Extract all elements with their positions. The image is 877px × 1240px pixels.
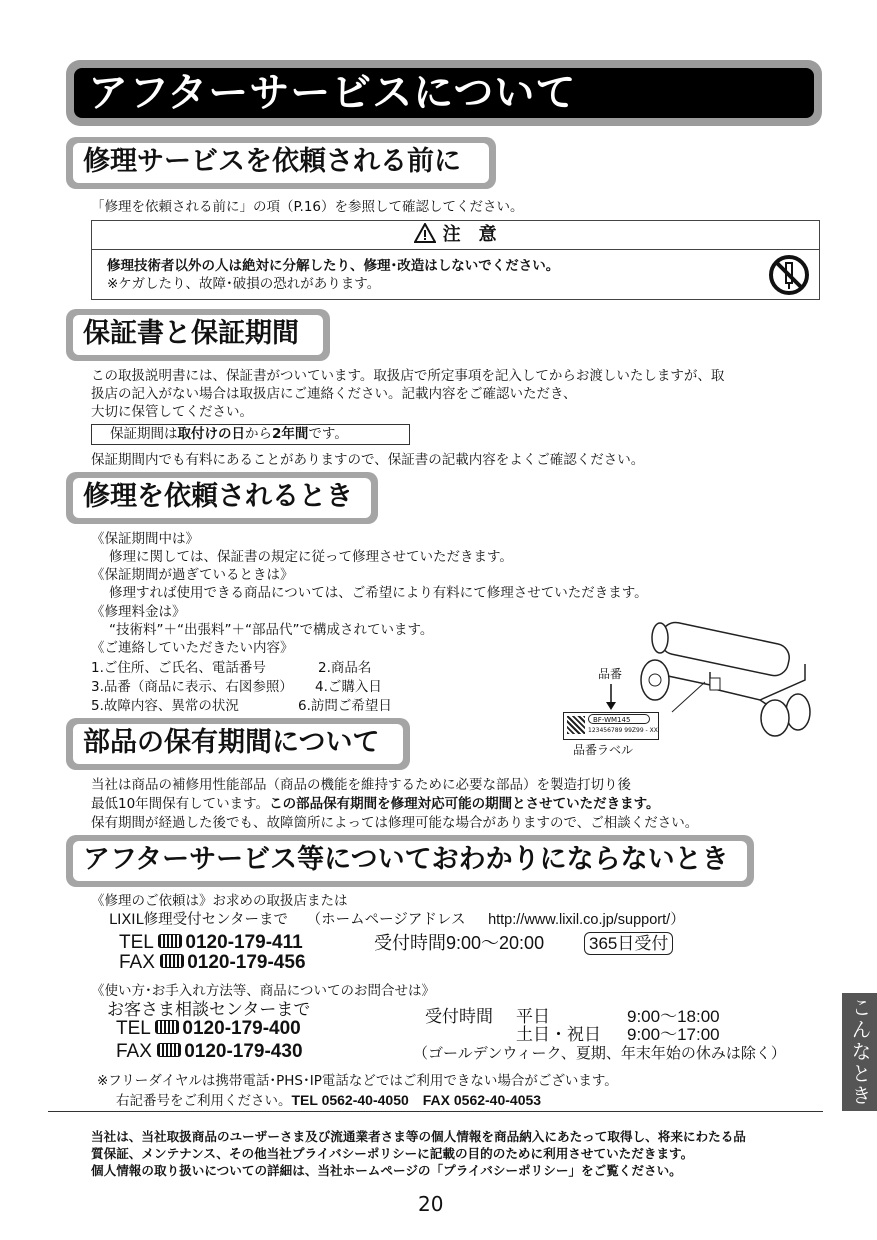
contact-line: 《修理のご依頼は》お求めの取扱店または xyxy=(91,893,348,909)
page-number: 20 xyxy=(418,1192,444,1216)
caution-line-2: ※ケガしたり、故障･破損の恐れがあります。 xyxy=(107,276,381,292)
fax-label: FAX xyxy=(119,952,155,973)
contact-item: 6.訪問ご希望日 xyxy=(298,698,392,714)
privacy-line-3: 個人情報の取り扱いについての詳細は、当社ホームページの「プライバシーポリシー」をご覧ください。 xyxy=(91,1163,682,1178)
homepage-label: （ホームページアドレス xyxy=(306,912,466,928)
tel-label: TEL xyxy=(119,932,154,953)
fax-label: FAX xyxy=(116,1041,152,1062)
alt-number-text: 右記番号をご利用ください。 xyxy=(116,1093,292,1109)
free-dial-note: ※フリーダイヤルは携帯電話･PHS･IP電話などではご利用できない場合がございます。 xyxy=(97,1073,618,1089)
tel-number: 0120-179-411 xyxy=(185,932,303,953)
no-disassembly-icon xyxy=(768,254,810,300)
warranty-length: 2年間 xyxy=(272,426,309,442)
contact-item: 3.品番（商品に表示、右図参照） xyxy=(91,679,293,695)
weekend-label: 土日・祝日 xyxy=(516,1025,601,1044)
figure-label-part-label: 品番ラベル xyxy=(573,743,634,757)
contact-item: 1.ご住所、ご氏名、電話番号 xyxy=(91,660,266,676)
privacy-line-2: 質保証、メンテナンス、その他当社プライバシーポリシーに記載の目的のために利用させていただきます。 xyxy=(91,1146,694,1161)
warranty-line-2: 扱店の記入がない場合は取扱店にご連絡ください。記載内容をご確認いただき、 xyxy=(91,386,577,402)
warranty-line-4: 保証期間内でも有料にあることがありますので、保証書の記載内容をよくご確認ください。 xyxy=(91,452,645,468)
free-dial-icon xyxy=(155,1020,179,1034)
section-heading-before-repair: 修理サービスを依頼される前に xyxy=(73,143,489,183)
parts-line-1: 当社は商品の補修用性能部品（商品の機能を維持するために必要な部品）を製造打切り後 xyxy=(91,777,631,793)
warranty-period-text: 保証期間は xyxy=(110,426,178,442)
request-line: “技術料”＋“出張料”＋“部品代”で構成されています。 xyxy=(109,622,434,638)
free-dial-icon xyxy=(160,954,184,968)
parts-line-2 xyxy=(91,796,660,812)
request-line: 《ご連絡していただきたい内容》 xyxy=(91,640,294,656)
fax-repair xyxy=(119,953,306,973)
label-pattern xyxy=(567,716,585,734)
badge-365: 365日受付 xyxy=(584,932,673,955)
caution-header xyxy=(91,220,820,250)
side-tab[interactable]: こんなときは xyxy=(842,993,877,1111)
alt-number-note xyxy=(116,1092,541,1109)
parts-text: 最低10年間保有しています。 xyxy=(91,796,270,812)
section-heading-contact: アフターサービス等についておわかりにならないとき xyxy=(73,841,747,881)
request-line: 修理に関しては、保証書の規定に従って修理させていただきます。 xyxy=(109,549,513,565)
tel-consult xyxy=(116,1019,301,1039)
contact-line: 《使い方･お手入れ方法等、商品についてのお問合せは》 xyxy=(91,983,435,999)
warranty-period-text: から xyxy=(245,426,272,442)
warranty-line-1: この取扱説明書には、保証書がついています。取扱店で所定事項を記入してからお渡しいたしますが、取 xyxy=(91,368,725,384)
figure-label-part-number: 品番 xyxy=(598,667,623,681)
section-heading-parts: 部品の保有期間について xyxy=(73,724,403,764)
label-code: BF-WM145 xyxy=(588,714,650,724)
warning-triangle-icon xyxy=(414,224,442,245)
divider xyxy=(48,1111,823,1112)
page-title: アフターサービスについて xyxy=(74,68,814,118)
contact-item: 4.ご購入日 xyxy=(315,679,382,695)
weekday-label: 平日 xyxy=(516,1007,550,1026)
warranty-period-box xyxy=(91,424,410,445)
contact-item: 2.商品名 xyxy=(318,660,372,676)
contact-line xyxy=(109,912,685,928)
parts-text-bold: この部品保有期間を修理対応可能の期間とさせていただきます。 xyxy=(269,796,660,812)
part-label-sticker xyxy=(563,712,659,740)
warranty-period-text: です。 xyxy=(308,426,348,442)
repair-hours: 受付時間9:00～20:00 xyxy=(374,933,545,953)
caution-title: 注 意 xyxy=(442,224,497,245)
arrow-down-icon xyxy=(606,684,616,714)
privacy-line-1: 当社は、当社取扱商品のユーザーさま及び流通業者さま等の個人情報を商品納入にあたって取得し、将来にわたる品 xyxy=(91,1129,746,1144)
weekday-hours: 9:00～18:00 xyxy=(627,1007,720,1026)
repair-center: LIXIL修理受付センターまで xyxy=(109,912,289,928)
section-heading-when-requesting: 修理を依頼されるとき xyxy=(73,478,371,518)
request-line: 《保証期間が過ぎているときは》 xyxy=(91,567,294,583)
tel-label: TEL xyxy=(116,1018,151,1039)
free-dial-icon xyxy=(158,934,182,948)
before-repair-text: 「修理を依頼される前に」の項（P.16）を参照して確認してください。 xyxy=(91,199,524,215)
warranty-start: 取付けの日 xyxy=(177,426,245,442)
hours-label: 受付時間 xyxy=(425,1007,493,1026)
tel-repair xyxy=(119,933,303,953)
contact-item: 5.故障内容、異常の状況 xyxy=(91,698,239,714)
warranty-line-3: 大切に保管してください。 xyxy=(91,404,253,420)
homepage-url[interactable]: http://www.lixil.co.jp/support/） xyxy=(488,912,685,928)
section-heading-warranty: 保証書と保証期間 xyxy=(73,315,323,355)
tel-number: 0120-179-400 xyxy=(182,1018,301,1039)
weekend-hours: 9:00～17:00 xyxy=(627,1025,720,1044)
request-line: 《修理料金は》 xyxy=(91,604,186,620)
fax-number: 0120-179-456 xyxy=(187,952,306,973)
fax-consult xyxy=(116,1042,303,1062)
alt-numbers: TEL 0562-40-4050 FAX 0562-40-4053 xyxy=(291,1092,542,1108)
consult-center: お客さま相談センターまで xyxy=(107,1000,311,1020)
request-line: 修理すれば使用できる商品については、ご希望により有料にて修理させていただきます。 xyxy=(109,585,648,601)
caution-line-1: 修理技術者以外の人は絶対に分解したり、修理･改造はしないでください。 xyxy=(107,258,560,274)
fax-number: 0120-179-430 xyxy=(184,1041,303,1062)
holiday-note: （ゴールデンウィーク、夏期、年末年始の休みは除く） xyxy=(413,1045,786,1062)
label-serial: 123456789 99Z99 - XX xyxy=(588,727,658,734)
free-dial-icon xyxy=(157,1043,181,1057)
request-line: 《保証期間中は》 xyxy=(91,531,199,547)
parts-line-3: 保有期間が経過した後でも、故障箇所によっては修理可能な場合がありますので、ご相談ください。 xyxy=(91,815,699,831)
